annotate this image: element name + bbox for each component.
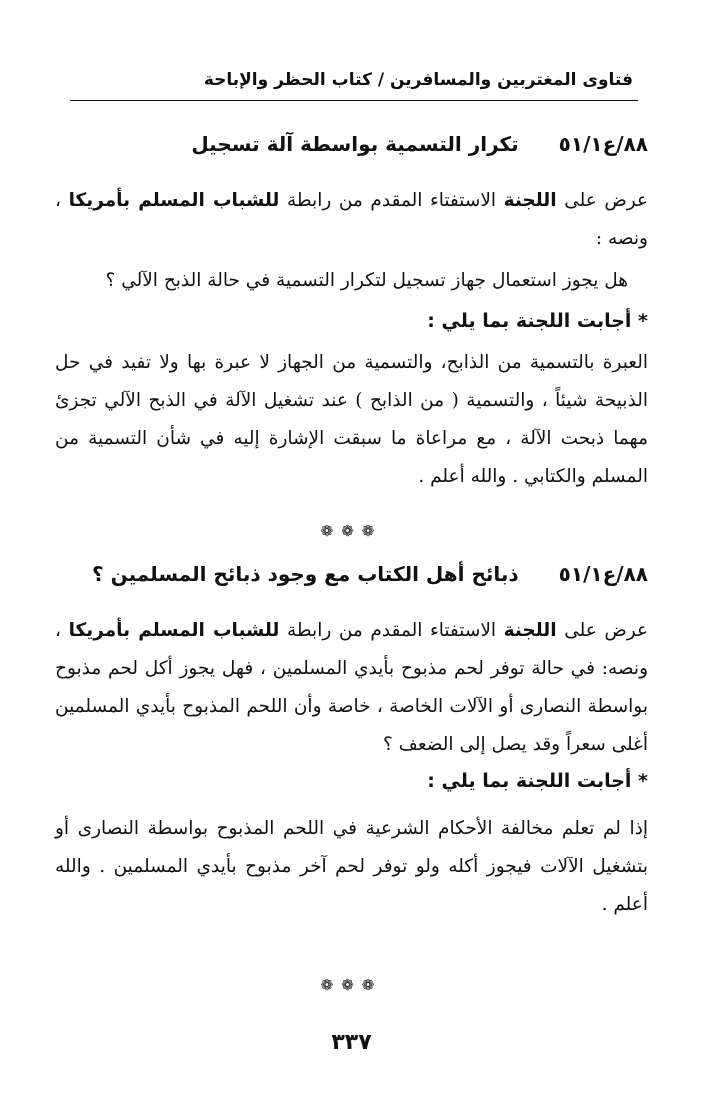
fatwa-2-intro-post: ، ونصه: في حالة توفر لحم مذبوح بأيدي المسلمين ، فهل يجوز أكل لحم مذبوح بواسطة النصارى أو الآلات الخاصة ، خاصة وأن اللحم المذبوح بأيدي المسلمين أغلى سعراً وقد يصل إلى الضعف ؟ <box>55 620 648 755</box>
page-number: ٣٣٧ <box>331 1030 372 1055</box>
fatwa-2-intro-committee: اللجنة <box>503 620 557 641</box>
fatwa-2-intro <box>55 612 648 764</box>
fatwa-1-intro-pre: عرض على <box>556 190 648 211</box>
fatwa-1-heading <box>40 132 648 156</box>
fatwa-2-intro-pre: عرض على <box>556 620 648 641</box>
running-header: فتاوى المغتربين والمسافرين / كتاب الحظر والإباحة <box>203 70 633 90</box>
fatwa-1-intro-mid: الاستفتاء المقدم من رابطة <box>279 190 504 211</box>
fatwa-1-number: ٨٨/ع٥١/١ <box>558 132 648 156</box>
fatwa-1-intro-committee: اللجنة <box>503 190 557 211</box>
fatwa-1-answer-heading: * أجابت اللجنة بما يلي : <box>427 310 648 332</box>
fatwa-1-intro-org: للشباب المسلم بأمريكا <box>68 190 280 211</box>
fatwa-2-heading <box>40 562 648 586</box>
fatwa-2-number: ٨٨/ع٥١/١ <box>558 562 648 586</box>
section-ornament: ❁❁❁ <box>320 522 383 540</box>
fatwa-1-intro <box>55 182 648 258</box>
fatwa-2-answer-heading: * أجابت اللجنة بما يلي : <box>427 770 648 792</box>
fatwa-1-intro-post: ، ونصه : <box>55 190 648 249</box>
fatwa-2-answer: إذا لم تعلم مخالفة الأحكام الشرعية في اللحم المذبوح بواسطة النصارى أو بتشغيل الآلات فيجوز أكله ولو توفر لحم آخر مذبوح بأيدي المسلمين . والله أعلم . <box>55 818 648 915</box>
fatwa-2-title: ذبائح أهل الكتاب مع وجود ذبائح المسلمين ؟ <box>92 562 519 586</box>
fatwa-1-question: هل يجوز استعمال جهاز تسجيل لتكرار التسمية في حالة الذبح الآلي ؟ <box>105 270 628 291</box>
fatwa-2-intro-org: للشباب المسلم بأمريكا <box>68 620 280 641</box>
fatwa-1-answer: العبرة بالتسمية من الذابح، والتسمية من الجهاز لا عبرة بها ولا تفيد في حل الذبيحة شيئاً ، والتسمية ( من الذابح ) عند تشغيل الآلة في الذبح الآلي تجزئ مهما ذبحت الآلة ، مع مراعاة ما سبقت الإشارة إليه في شأن التسمية من المسلم والكتابي . والله أعلم . <box>55 352 648 487</box>
end-ornament: ❁❁❁ <box>320 976 383 994</box>
fatwa-2-intro-mid: الاستفتاء المقدم من رابطة <box>279 620 504 641</box>
fatwa-1-title: تكرار التسمية بواسطة آلة تسجيل <box>191 132 519 156</box>
header-rule <box>70 100 638 101</box>
